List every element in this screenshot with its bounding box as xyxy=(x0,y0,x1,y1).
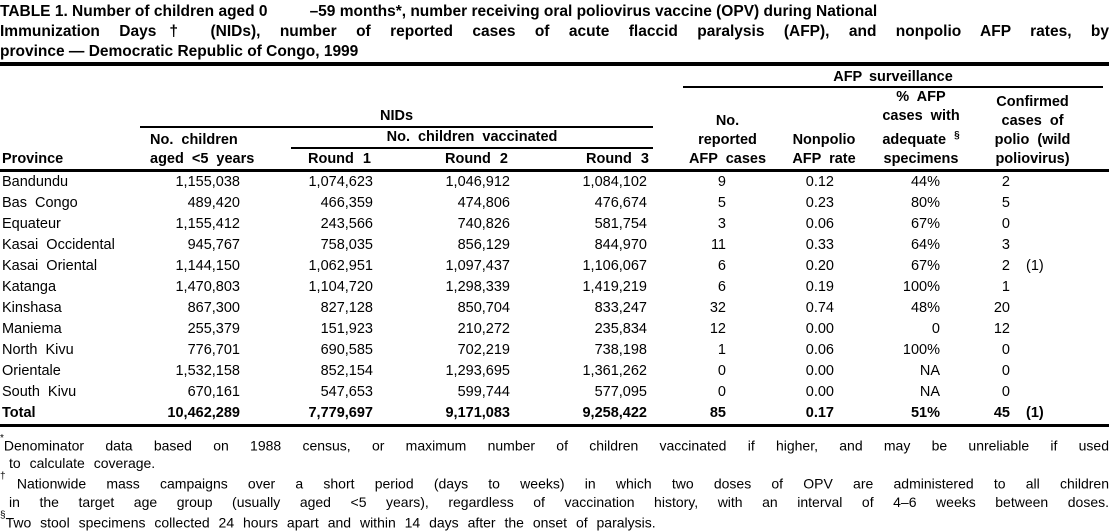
cell-province: Katanga xyxy=(2,278,57,295)
cell-confirmed xyxy=(946,319,1109,340)
col-header-round2: Round 2 xyxy=(445,150,508,167)
afp-cases-line3: AFP cases xyxy=(688,150,767,167)
cell-province: Maniema xyxy=(2,320,62,337)
cell-confirmed xyxy=(946,214,1109,235)
cell-round2: 210,272 xyxy=(457,320,510,337)
cell-province: Total xyxy=(0,403,140,426)
confirmed-value: 2 xyxy=(1001,173,1010,190)
cell-round1: 1,062,951 xyxy=(308,257,373,274)
cell-rate: 0.23 xyxy=(805,194,834,211)
cell-round3: 577,095 xyxy=(594,383,647,400)
cell-round1: 690,585 xyxy=(320,341,373,358)
cell-adequate: 100% xyxy=(902,341,940,358)
cell-round1: 758,035 xyxy=(320,236,373,253)
column-header-row xyxy=(0,88,1109,170)
cell-rate: 0.06 xyxy=(805,341,834,358)
cell-round3: 235,834 xyxy=(594,320,647,337)
cell-afp: 0 xyxy=(717,383,726,400)
footnote-text: Two stool specimens collected 24 hours apart and within 14 days after the onset of paralysis. xyxy=(5,514,656,531)
table-row xyxy=(0,256,1109,277)
cell-round2: 599,744 xyxy=(457,383,510,400)
vaccinated-spanner xyxy=(246,128,653,169)
footnote-text: Nationwide mass campaigns over a short period (days to weeks) in which two doses of OPV are administered to all children xyxy=(16,476,1109,493)
cell-adequate: NA xyxy=(919,383,940,400)
confirmed-value: 0 xyxy=(1001,215,1010,232)
footnote-section xyxy=(0,511,1109,532)
confirmed-value: 0 xyxy=(1001,341,1010,358)
cell-adequate: 51% xyxy=(840,403,946,426)
cell-round1: 243,566 xyxy=(320,215,373,232)
cell-children: 1,155,038 xyxy=(175,173,240,190)
cell-province: Orientale xyxy=(2,362,61,379)
footnote-line xyxy=(0,472,1109,493)
cell-adequate: 67% xyxy=(910,257,940,274)
spanner-spacer xyxy=(0,64,653,88)
cell-round3: 1,361,262 xyxy=(582,362,647,379)
cell-afp: 32 xyxy=(709,299,726,316)
footnote-line: in the target age group (usually aged <5 years), regardless of vaccination history, with an interval of 4–6 weeks between doses. xyxy=(9,493,1109,510)
cell-round3: 833,247 xyxy=(594,299,647,316)
asterisk-marker: * xyxy=(0,432,4,444)
cell-round1: 827,128 xyxy=(320,299,373,316)
confirmed-value: 20 xyxy=(993,299,1010,316)
cell-round2: 850,704 xyxy=(457,299,510,316)
cell-children: 1,155,412 xyxy=(175,215,240,232)
cell-children: 670,161 xyxy=(187,383,240,400)
cell-rate: 0.00 xyxy=(805,320,834,337)
cell-afp: 0 xyxy=(717,362,726,379)
adequate-line2: cases with xyxy=(882,108,960,124)
afp-cases-line1: No. xyxy=(715,112,740,129)
province-label: Province xyxy=(2,150,64,167)
cell-confirmed xyxy=(946,403,1109,426)
cell-round2: 1,046,912 xyxy=(445,173,510,190)
cell-province: Kasai Occidental xyxy=(2,236,115,253)
cell-confirmed xyxy=(946,256,1109,277)
cell-rate: 0.33 xyxy=(805,236,834,253)
adequate-word: adequate xyxy=(882,131,947,148)
section-sign-superscript: § xyxy=(954,130,960,141)
table-header xyxy=(0,64,1109,170)
adequate-line1: % AFP xyxy=(896,89,946,105)
cell-afp: 11 xyxy=(710,236,726,253)
children-under5-line2: aged <5 years xyxy=(150,150,255,167)
confirmed-value: 2 xyxy=(1001,257,1010,274)
cell-round3: 1,419,219 xyxy=(582,278,647,295)
cell-province: North Kivu xyxy=(2,341,74,358)
cell-round2: 1,298,339 xyxy=(445,278,510,295)
section-marker: § xyxy=(0,510,6,522)
cell-round2: 1,293,695 xyxy=(445,362,510,379)
cell-confirmed xyxy=(946,298,1109,319)
footnote-asterisk xyxy=(0,434,1109,473)
col-header-round3: Round 3 xyxy=(586,150,649,167)
vaccinated-label: No. children vaccinated xyxy=(291,128,653,149)
footnote-line xyxy=(0,434,1109,455)
cell-round2: 740,826 xyxy=(457,215,510,232)
cell-round2: 856,129 xyxy=(457,236,510,253)
cell-round3: 1,106,067 xyxy=(582,257,647,274)
cell-round1: 1,104,720 xyxy=(308,278,373,295)
cell-round1: 852,154 xyxy=(320,362,373,379)
table-body xyxy=(0,170,1109,425)
cell-children: 1,470,803 xyxy=(175,278,240,295)
children-under5-line1: No. children xyxy=(150,131,238,148)
cell-adequate: 80% xyxy=(910,194,940,211)
cell-round2: 474,806 xyxy=(457,194,510,211)
cell-adequate: 0 xyxy=(931,320,940,337)
cell-afp-cases: 85 xyxy=(653,403,732,426)
cell-province: South Kivu xyxy=(2,383,77,400)
table-row xyxy=(0,235,1109,256)
cell-adequate: 48% xyxy=(910,299,940,316)
table-row xyxy=(0,361,1109,382)
afp-cases-line2: reported xyxy=(698,131,757,148)
adequate-line4: specimens xyxy=(883,150,959,167)
table-title-line3: province — Democratic Republic of Congo, 1999 xyxy=(0,43,359,60)
table-title-line1-a: TABLE 1. Number of children aged 0 xyxy=(0,3,268,20)
cell-rate: 0.74 xyxy=(805,299,834,316)
confirmed-value: 0 xyxy=(1001,362,1010,379)
cell-round3: 581,754 xyxy=(594,215,647,232)
cell-rate: 0.19 xyxy=(805,278,834,295)
cell-round2: 702,219 xyxy=(457,341,510,358)
table-title-line2: Immunization Days† (NIDs), number of reported cases of acute flaccid paralysis (AFP), and nonpolio AFP rates, by xyxy=(0,23,1109,40)
confirmed-line2: cases of xyxy=(1001,112,1064,129)
cell-province: Bas Congo xyxy=(2,194,78,211)
cell-rate: 0.00 xyxy=(805,383,834,400)
cell-afp: 9 xyxy=(717,173,726,190)
cell-rate: 0.06 xyxy=(805,215,834,232)
cell-province: Kinshasa xyxy=(2,299,62,316)
cell-afp: 3 xyxy=(717,215,726,232)
cell-rate: 0.20 xyxy=(805,257,834,274)
confirmed-line4: poliovirus) xyxy=(995,150,1070,167)
table-row xyxy=(0,319,1109,340)
rate-line2: AFP rate xyxy=(792,150,856,167)
cell-children: 1,532,158 xyxy=(175,362,240,379)
cell-afp: 12 xyxy=(709,320,726,337)
table-row xyxy=(0,193,1109,214)
footnote-dagger xyxy=(0,472,1109,511)
cell-rate: 0.17 xyxy=(732,403,840,426)
cell-children: 867,300 xyxy=(187,299,240,316)
table-row xyxy=(0,277,1109,298)
cell-afp: 5 xyxy=(717,194,726,211)
footnote-line xyxy=(0,511,1109,532)
total-row xyxy=(0,403,1109,426)
cell-round1: 1,074,623 xyxy=(308,173,373,190)
table-row xyxy=(0,340,1109,361)
cell-children: 489,420 xyxy=(187,194,240,211)
cell-province: Kasai Oriental xyxy=(2,257,98,274)
cell-round1: 466,359 xyxy=(320,194,373,211)
cell-afp: 6 xyxy=(717,278,726,295)
data-table xyxy=(0,62,1109,427)
table-row xyxy=(0,382,1109,403)
cell-children: 10,462,289 xyxy=(140,403,246,426)
cell-round1: 547,653 xyxy=(320,383,373,400)
cell-round1: 151,923 xyxy=(320,320,373,337)
cell-adequate: 44% xyxy=(910,173,940,190)
spanner-row-afp xyxy=(0,64,1109,88)
cell-round3: 9,258,422 xyxy=(516,403,653,426)
cell-adequate: 100% xyxy=(902,278,940,295)
table-title xyxy=(0,0,1109,62)
cell-adequate: 67% xyxy=(910,215,940,232)
footnote-line: to calculate coverage. xyxy=(9,454,156,471)
cell-confirmed xyxy=(946,193,1109,214)
cell-confirmed xyxy=(946,277,1109,298)
cell-round3: 476,674 xyxy=(594,194,647,211)
cell-round3: 1,084,102 xyxy=(582,173,647,190)
nids-spanner xyxy=(140,88,653,170)
col-header-reported-afp-cases xyxy=(653,88,767,170)
afp-surveillance-label: AFP surveillance xyxy=(683,68,1103,88)
cell-rate: 0.12 xyxy=(805,173,834,190)
confirmed-value: 0 xyxy=(1001,383,1010,400)
cell-province: Bandundu xyxy=(2,173,69,190)
confirmed-value: 3 xyxy=(1001,236,1010,253)
footnotes xyxy=(0,434,1109,532)
table-title-line1 xyxy=(0,2,1109,22)
cell-confirmed xyxy=(946,340,1109,361)
cell-children: 1,144,150 xyxy=(175,257,240,274)
cell-children: 776,701 xyxy=(187,341,240,358)
cell-children: 945,767 xyxy=(187,236,240,253)
cell-adequate: NA xyxy=(919,362,940,379)
cell-round2: 9,171,083 xyxy=(379,403,516,426)
confirmed-value: 45 xyxy=(993,404,1010,421)
cell-confirmed xyxy=(946,170,1109,193)
confirmed-value: 1 xyxy=(1001,278,1010,295)
col-header-children-under5 xyxy=(140,131,255,169)
nids-label: NIDs xyxy=(140,106,653,128)
cell-rate: 0.00 xyxy=(805,362,834,379)
cell-afp: 6 xyxy=(717,257,726,274)
confirmed-value: 5 xyxy=(1001,194,1010,211)
dagger-marker: † xyxy=(0,471,17,483)
afp-surveillance-spanner xyxy=(653,64,1109,88)
table-title-line1-b: –59 months*, number receiving oral poliovirus vaccine (OPV) during National xyxy=(309,3,878,20)
col-header-province xyxy=(0,88,140,170)
cell-round3: 738,198 xyxy=(594,341,647,358)
table-row xyxy=(0,170,1109,193)
footnote-text: Denominator data based on 1988 census, or maximum number of children vaccinated if higher, and may be unreliable if used xyxy=(3,437,1109,454)
cell-confirmed xyxy=(946,361,1109,382)
cell-adequate: 64% xyxy=(910,236,940,253)
col-header-confirmed-polio xyxy=(946,88,1109,170)
cell-confirmed xyxy=(946,235,1109,256)
cell-province: Equateur xyxy=(2,215,61,232)
table-row xyxy=(0,214,1109,235)
cell-confirmed xyxy=(946,382,1109,403)
confirmed-note: (1) xyxy=(1026,404,1044,421)
confirmed-note: (1) xyxy=(1026,257,1044,274)
cell-round1: 7,779,697 xyxy=(246,403,379,426)
confirmed-line3: polio (wild xyxy=(994,131,1071,148)
cell-afp: 1 xyxy=(717,341,726,358)
confirmed-value: 12 xyxy=(993,320,1010,337)
rate-line1: Nonpolio xyxy=(792,131,856,148)
cell-children: 255,379 xyxy=(187,320,240,337)
col-header-round1: Round 1 xyxy=(308,150,371,167)
cell-round3: 844,970 xyxy=(594,236,647,253)
table-row xyxy=(0,298,1109,319)
confirmed-line1: Confirmed xyxy=(996,93,1069,110)
cell-round2: 1,097,437 xyxy=(445,257,510,274)
